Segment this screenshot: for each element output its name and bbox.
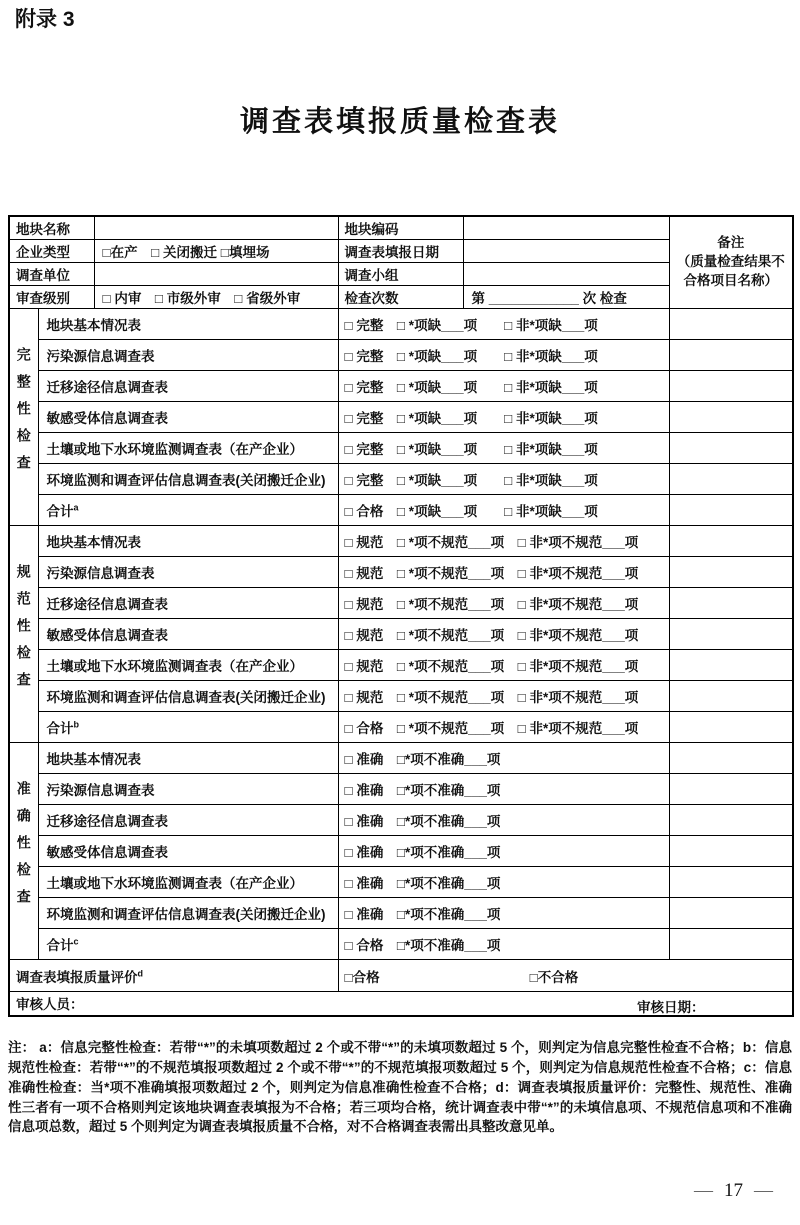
footnote-ref: c [73,936,79,947]
form-name-cell [38,681,338,712]
remark-cell [669,681,793,712]
form-name-cell [38,650,338,681]
checkbox-options-cell [338,867,669,898]
checkbox-options-cell [338,433,669,464]
checkbox-options: □ 准确 □*项不准确___项 [344,845,501,860]
remark-cell [669,433,793,464]
table-row [9,402,793,433]
remark-cell [669,836,793,867]
fill-date-value [463,240,669,263]
remark-cell [669,712,793,743]
checkbox-options: □ 完整 □ *项缺___项 □ 非*项缺___项 [344,411,598,426]
form-name-cell [38,836,338,867]
form-name: 环境监测和调查评估信息调查表(关闭搬迁企业) [46,690,326,705]
checkbox-options-cell [338,495,669,526]
remark-cell [669,867,793,898]
checkbox-options: □ 准确 □*项不准确___项 [344,876,501,891]
quality-check-table [8,215,794,1017]
table-row [9,774,793,805]
form-name: 土壤或地下水环境监测调查表（在产企业） [46,659,303,674]
enterprise-type-options: □在产 □ 关闭搬迁 □填埋场 [94,240,338,263]
checkbox-options: □ 规范 □ *项不规范___项 □ 非*项不规范___项 [344,628,639,643]
checkbox-options-cell [338,681,669,712]
footnote: 注： a：信息完整性检查：若带“*”的未填项数超过 2 个或不带“*”的未填项数超过 5 个，则判定为信息完整性检查不合格；b：信息规范性检查：若带“*”的不规范填报项数超过 2 个或不带“*”的不规范填报项数超过 5 个，则判定为信息规范性检查不合格；c：信息准确性检查：当*项不准确填报项数超过 2 个，则判定为信息准确性检查不合格；d：调查表填报质量评价：完整性、规范性、准确性三者有一项不合格则判定该地块调查表填报为不合格；若三项均合格，统计调查表中带“*”的未填信息项、不规范信息项和不准确信息项总数，超过 5 个则判定为调查表填报质量不合格，对不合格调查表需出具整改意见单。 [8,1040,792,1135]
table-row [9,650,793,681]
evaluation-options-cell [338,960,793,992]
remark-subtitle: （质量检查结果不合格项目名称） [676,254,785,288]
evaluation-pass-option: □合格 [344,969,380,985]
form-name-cell [38,588,338,619]
remark-cell [669,929,793,960]
remark-cell [669,464,793,495]
form-name: 环境监测和调查评估信息调查表(关闭搬迁企业) [46,473,326,488]
form-name: 合计 [46,938,74,953]
remark-cell [669,495,793,526]
evaluation-fail-option: □不合格 [529,969,579,985]
remark-header-cell [669,216,793,309]
form-name: 环境监测和调查评估信息调查表(关闭搬迁企业) [46,907,326,922]
table-row [9,309,793,340]
checkbox-options-cell [338,743,669,774]
checkbox-options: □ 完整 □ *项缺___项 □ 非*项缺___项 [344,380,598,395]
checkbox-options-cell [338,650,669,681]
remark-cell [669,898,793,929]
site-code-label: 地块编码 [338,216,463,240]
section-accuracy-label: 准确性检查 [15,781,32,916]
checkbox-options-cell [338,526,669,557]
form-name: 敏感受体信息调查表 [46,628,168,643]
remark-cell [669,774,793,805]
table-row [9,464,793,495]
table-row [9,681,793,712]
site-name-label: 地块名称 [9,216,94,240]
form-name-cell [38,898,338,929]
table-row [9,433,793,464]
remark-cell [669,340,793,371]
checkbox-options: □ 准确 □*项不准确___项 [344,907,501,922]
form-name: 迁移途径信息调查表 [46,597,168,612]
remark-cell [669,619,793,650]
remark-title: 备注 [717,235,745,251]
form-name-cell [38,526,338,557]
form-name: 土壤或地下水环境监测调查表（在产企业） [46,442,303,457]
checkbox-options-cell [338,836,669,867]
table-row-total [9,929,793,960]
form-name-cell [38,371,338,402]
evaluation-label-cell [9,960,338,992]
checkbox-options-cell [338,557,669,588]
page-number-dash: — [694,1180,713,1201]
form-name-cell [38,433,338,464]
form-name: 迁移途径信息调查表 [46,380,168,395]
table-row-total [9,495,793,526]
form-name-cell [38,464,338,495]
checkbox-options-cell [338,898,669,929]
survey-team-label: 调查小组 [338,263,463,286]
enterprise-type-label: 企业类型 [9,240,94,263]
remark-cell [669,743,793,774]
table-row-total [9,712,793,743]
page-number-dash: — [754,1180,773,1201]
form-name-cell [38,712,338,743]
table-row [9,371,793,402]
footnote-ref: a [73,502,79,513]
checkbox-options-cell [338,588,669,619]
review-date-label: 审核日期： [637,1000,705,1015]
table-row [9,526,793,557]
form-name: 敏感受体信息调查表 [46,411,168,426]
form-name: 污染源信息调查表 [46,783,155,798]
form-name: 土壤或地下水环境监测调查表（在产企业） [46,876,303,891]
checkbox-options-cell [338,371,669,402]
form-name: 地块基本情况表 [46,752,141,767]
form-name-cell [38,805,338,836]
form-name-cell [38,929,338,960]
section-label-cell [9,309,38,526]
form-name-cell [38,402,338,433]
site-code-value [463,216,669,240]
table-row [9,588,793,619]
remark-cell [669,371,793,402]
table-row [9,557,793,588]
checkbox-options: □ 完整 □ *项缺___项 □ 非*项缺___项 [344,349,598,364]
site-name-value [94,216,338,240]
form-name: 合计 [46,721,74,736]
form-name: 合计 [46,504,74,519]
table-row [9,619,793,650]
section-standardization-label: 规范性检查 [15,564,32,699]
form-name-cell [38,495,338,526]
checkbox-options: □ 规范 □ *项不规范___项 □ 非*项不规范___项 [344,659,639,674]
form-name: 地块基本情况表 [46,318,141,333]
remark-cell [669,588,793,619]
form-name: 地块基本情况表 [46,535,141,550]
checkbox-options: □ 规范 □ *项不规范___项 □ 非*项不规范___项 [344,597,639,612]
form-name-cell [38,557,338,588]
remark-cell [669,650,793,681]
checkbox-options-cell [338,619,669,650]
form-name-cell [38,309,338,340]
form-name-cell [38,619,338,650]
appendix-label: 附录 3 [15,8,75,31]
checkbox-options-cell [338,309,669,340]
checkbox-options: □ 完整 □ *项缺___项 □ 非*项缺___项 [344,442,598,457]
checkbox-options: □ 完整 □ *项缺___项 □ 非*项缺___项 [344,318,598,333]
checkbox-options-cell [338,929,669,960]
page-title: 调查表填报质量检查表 [239,106,560,138]
checkbox-options: □ 准确 □*项不准确___项 [344,814,501,829]
checkbox-options-cell [338,774,669,805]
remark-cell [669,805,793,836]
survey-team-value [463,263,669,286]
checkbox-options: □ 规范 □ *项不规范___项 □ 非*项不规范___项 [344,566,639,581]
info-row-site-name [9,216,793,240]
table-row [9,805,793,836]
survey-unit-value [94,263,338,286]
checkbox-options: □ 规范 □ *项不规范___项 □ 非*项不规范___项 [344,690,639,705]
checkbox-options: □ 准确 □*项不准确___项 [344,752,501,767]
checkbox-options-cell [338,464,669,495]
checkbox-options-cell [338,402,669,433]
page-number-value: 17 [724,1180,743,1201]
remark-cell [669,309,793,340]
remark-cell [669,526,793,557]
remark-cell [669,402,793,433]
checkbox-options-cell [338,340,669,371]
form-name-cell [38,340,338,371]
checkbox-options-cell [338,805,669,836]
form-name-cell [38,867,338,898]
form-name-cell [38,743,338,774]
evaluation-row [9,960,793,992]
checkbox-options: □ 合格 □*项不准确___项 [344,938,501,953]
checkbox-options-cell [338,712,669,743]
form-name: 迁移途径信息调查表 [46,814,168,829]
table-row [9,898,793,929]
form-name-cell [38,774,338,805]
table-row [9,836,793,867]
review-level-label: 审查级别 [9,286,94,309]
signoff-cell [9,992,793,1016]
reviewer-label: 审核人员： [16,997,84,1013]
page-number [683,1180,784,1202]
form-name: 污染源信息调查表 [46,349,155,364]
table-row [9,867,793,898]
checkbox-options: □ 完整 □ *项缺___项 □ 非*项缺___项 [344,473,598,488]
review-level-options: □ 内审 □ 市级外审 □ 省级外审 [94,286,338,309]
check-count-label: 检查次数 [338,286,463,309]
checkbox-options: □ 合格 □ *项不规范___项 □ 非*项不规范___项 [344,721,639,736]
checkbox-options: □ 规范 □ *项不规范___项 □ 非*项不规范___项 [344,535,639,550]
section-label-cell [9,743,38,960]
survey-unit-label: 调查单位 [9,263,94,286]
form-name: 敏感受体信息调查表 [46,845,168,860]
checkbox-options: □ 准确 □*项不准确___项 [344,783,501,798]
footnote-ref: d [137,968,143,978]
footnote-ref: b [73,719,79,730]
section-completeness-label: 完整性检查 [15,347,32,482]
fill-date-label: 调查表填报日期 [338,240,463,263]
check-count-value: 第 ____________ 次 检查 [463,286,669,309]
table-row [9,743,793,774]
checkbox-options: □ 合格 □ *项缺___项 □ 非*项缺___项 [344,504,598,519]
evaluation-label: 调查表填报质量评价 [16,969,138,985]
signoff-row [9,992,793,1016]
section-label-cell [9,526,38,743]
remark-cell [669,557,793,588]
form-name: 污染源信息调查表 [46,566,155,581]
table-row [9,340,793,371]
